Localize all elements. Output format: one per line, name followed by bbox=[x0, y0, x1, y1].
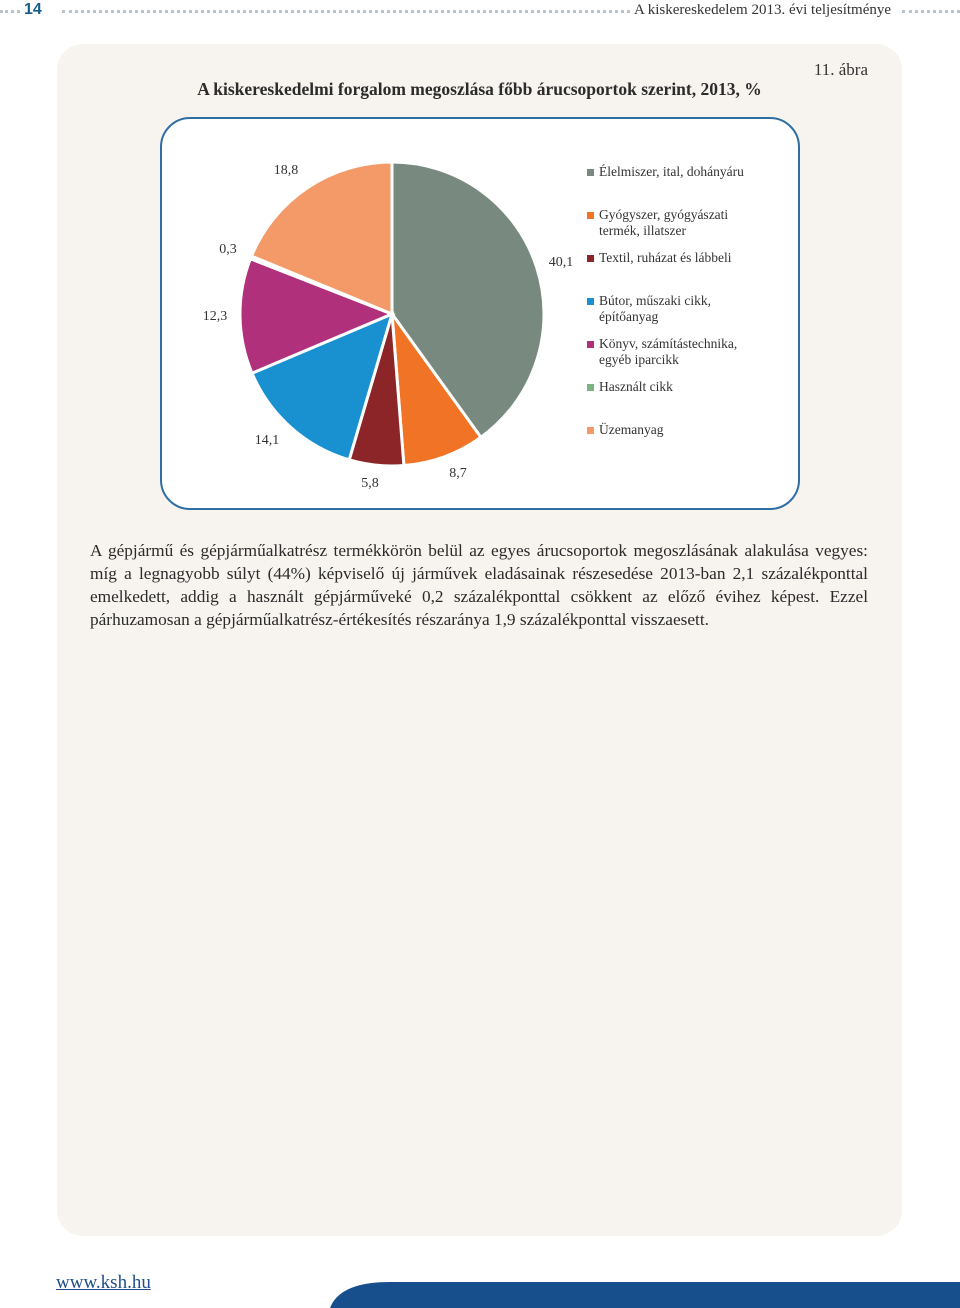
legend-label: Üzemanyag bbox=[599, 422, 664, 437]
running-title: A kiskereskedelem 2013. évi teljesítménye bbox=[634, 2, 892, 18]
legend-label: Bútor, műszaki cikk, bbox=[599, 293, 711, 308]
legend-label: egyéb iparcikk bbox=[599, 352, 679, 367]
chart-frame bbox=[160, 117, 800, 510]
legend-swatch bbox=[587, 169, 594, 176]
pie-data-label: 14,1 bbox=[254, 433, 280, 448]
header-dots-middle bbox=[62, 10, 630, 13]
legend-swatch bbox=[587, 212, 594, 219]
legend-swatch bbox=[587, 255, 594, 262]
legend-swatch bbox=[587, 384, 594, 391]
footer-band bbox=[330, 1280, 960, 1308]
legend-label: Könyv, számítástechnika, bbox=[599, 336, 738, 351]
pie-data-label: 40,1 bbox=[548, 255, 574, 270]
pie-data-label: 8,7 bbox=[449, 466, 467, 481]
pie-data-label: 12,3 bbox=[202, 309, 228, 324]
pie-data-label: 18,8 bbox=[273, 163, 299, 178]
legend-item bbox=[587, 336, 787, 368]
legend-label: Gyógyszer, gyógyászati bbox=[599, 207, 729, 222]
legend-label: termék, illatszer bbox=[599, 223, 686, 238]
header-dots-left bbox=[0, 10, 20, 13]
legend-item bbox=[587, 422, 787, 438]
legend-label: építőanyag bbox=[599, 309, 659, 324]
legend-label: Élelmiszer, ital, dohányáru bbox=[599, 164, 744, 179]
legend-label: Használt cikk bbox=[599, 379, 673, 394]
legend-swatch bbox=[587, 341, 594, 348]
legend-item bbox=[587, 379, 787, 395]
content-panel bbox=[57, 44, 902, 1236]
legend-item bbox=[587, 207, 787, 239]
legend-label: Textil, ruházat és lábbeli bbox=[599, 250, 732, 265]
figure-title: A kiskereskedelmi forgalom megoszlása főbb árucsoportok szerint, 2013, % bbox=[197, 79, 762, 99]
pie-slices bbox=[240, 162, 544, 466]
legend-swatch bbox=[587, 298, 594, 305]
header-dots-right bbox=[902, 10, 960, 13]
legend-item bbox=[587, 164, 787, 180]
ksh-website-link[interactable]: www.ksh.hu bbox=[56, 1272, 151, 1293]
pie-data-label: 0,3 bbox=[219, 242, 237, 257]
pie-data-label: 5,8 bbox=[361, 476, 379, 491]
body-paragraph: A gépjármű és gépjárműalkatrész termékkörön belül az egyes árucsoportok megoszlásának alakulása vegyes: míg a legnagyobb súlyt (44%) képviselő új járművek eladásainak részesedése 2013-ban 2,1 százalékponttal emelkedett, addig a használt gépjárműveké 0,2 százalékponttal csökkent az előző évihez képest. Ezzel párhuzamosan a gépjárműalkatrész-értékesítés részaránya 1,9 százalékponttal visszaesett. bbox=[90, 541, 868, 629]
legend-item bbox=[587, 293, 787, 325]
legend-swatch bbox=[587, 427, 594, 434]
figure-label: 11. ábra bbox=[813, 60, 868, 79]
legend-item bbox=[587, 250, 787, 266]
page-number: 14 bbox=[24, 1, 42, 18]
